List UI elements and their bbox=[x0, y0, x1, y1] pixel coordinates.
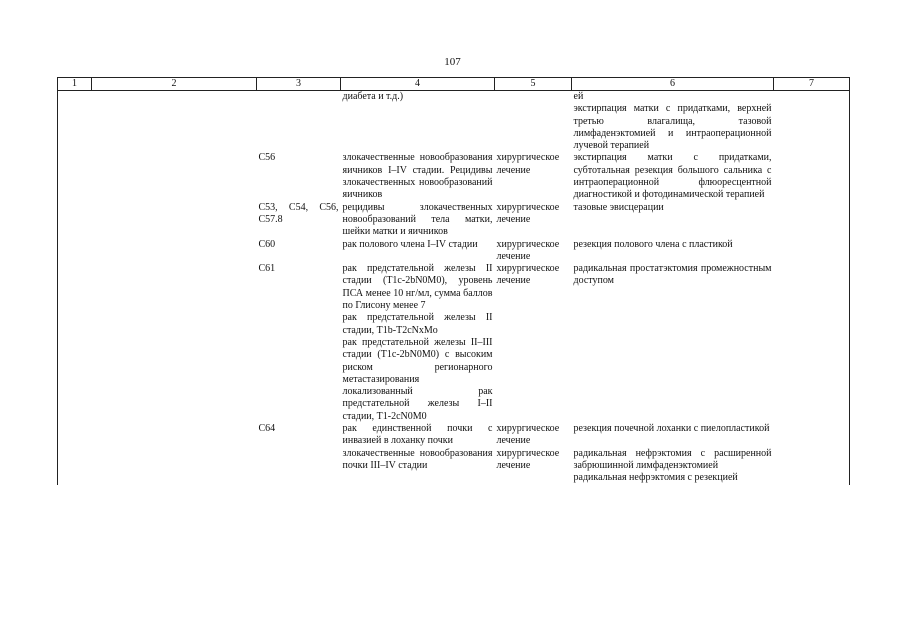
condition-cell bbox=[341, 152, 495, 201]
condition-text: рак единственной почки с инвазией в лоханку почки bbox=[342, 423, 493, 447]
medical-procedures-table bbox=[57, 77, 850, 485]
col1-cell bbox=[58, 239, 92, 264]
table-row bbox=[58, 423, 850, 448]
condition-cell bbox=[341, 448, 495, 485]
condition-text: рецидивы злокачественных новообразований тела матки, шейки матки и яичников bbox=[342, 201, 493, 238]
col2-cell bbox=[92, 448, 257, 485]
table-row bbox=[58, 152, 850, 201]
method-cell bbox=[572, 263, 774, 423]
method-text: радикальная простатэктомия промежностным доступом bbox=[573, 263, 772, 287]
col2-cell bbox=[92, 152, 257, 201]
treatment-type-cell: хирургическое лечение bbox=[496, 263, 560, 287]
col7-cell bbox=[774, 239, 850, 264]
condition-text: локализованный рак предстательной железы I–II стадии, T1-2cN0M0 bbox=[342, 386, 493, 422]
col1-cell bbox=[58, 448, 92, 485]
method-text: экстирпация матки с придатками, верхней третью влагалища, тазовой лимфаденэктомией и интраоперационной лучевой терапией bbox=[573, 103, 772, 152]
method-cell bbox=[572, 423, 774, 448]
method-text: резекция полового члена с пластикой bbox=[573, 238, 733, 250]
column-number-4: 4 bbox=[341, 78, 495, 91]
method-cell bbox=[572, 202, 774, 239]
condition-text: злокачественные новообразования почки III–IV стадии bbox=[342, 447, 493, 471]
method-text: радикальная нефрэктомия с расширенной забрюшинной лимфаденэктомией bbox=[573, 447, 772, 471]
icd-code-cell bbox=[257, 448, 341, 485]
table-row bbox=[58, 202, 850, 239]
col2-cell bbox=[92, 91, 257, 153]
table-row bbox=[58, 263, 850, 423]
col7-cell bbox=[774, 448, 850, 485]
col2-cell bbox=[92, 202, 257, 239]
condition-text: рак предстательной железы II стадии, T1b-T2cNxMo bbox=[342, 312, 493, 336]
treatment-type-cell: хирургическое лечение bbox=[496, 238, 560, 262]
method-text: радикальная нефрэктомия с резекцией bbox=[573, 472, 738, 484]
condition-text: рак предстательной железы II стадии (T1c-2bN0M0), уровень ПСА менее 10 нг/мл, сумма баллов по Глисону менее 7 bbox=[342, 263, 493, 312]
table-body bbox=[58, 91, 850, 485]
col7-cell bbox=[774, 202, 850, 239]
col2-cell bbox=[92, 423, 257, 448]
treatment-type-cell: хирургическое лечение bbox=[496, 447, 560, 471]
method-text: тазовые эвисцерации bbox=[573, 201, 664, 213]
col2-cell bbox=[92, 263, 257, 423]
condition-cell bbox=[341, 91, 495, 153]
method-text: экстирпация матки с придатками, субтотальная резекция большого сальника с интраоперационной флюоресцентной диагностикой и фотодинамической терапией bbox=[573, 152, 772, 201]
column-number-row bbox=[58, 78, 850, 91]
column-number-6: 6 bbox=[572, 78, 774, 91]
condition-text: рак полового члена I–IV стадии bbox=[342, 238, 478, 250]
column-number-5: 5 bbox=[495, 78, 572, 91]
icd-code-cell: C64 bbox=[258, 423, 276, 435]
treatment-type-cell: хирургическое лечение bbox=[496, 201, 560, 225]
col7-cell bbox=[774, 263, 850, 423]
condition-text: диабета и т.д.) bbox=[342, 91, 404, 102]
col1-cell bbox=[58, 423, 92, 448]
icd-code-cell: C61 bbox=[258, 263, 276, 275]
column-number-7: 7 bbox=[774, 78, 850, 91]
col1-cell bbox=[58, 263, 92, 423]
icd-code-cell: C56 bbox=[258, 152, 276, 164]
col1-cell bbox=[58, 91, 92, 153]
column-number-2: 2 bbox=[92, 78, 257, 91]
method-cell bbox=[572, 239, 774, 264]
treatment-type-cell: хирургическое лечение bbox=[496, 152, 560, 176]
icd-code-cell: C53, C54, C56, C57.8 bbox=[258, 201, 339, 225]
column-number-1: 1 bbox=[58, 78, 92, 91]
treatment-type-cell bbox=[495, 91, 572, 153]
condition-cell bbox=[341, 423, 495, 448]
method-cell bbox=[572, 91, 774, 153]
condition-text: рак предстательной железы II–III стадии (T1c-2bN0M0) с высоким риском регионарного метастазирования bbox=[342, 336, 493, 385]
col1-cell bbox=[58, 152, 92, 201]
column-number-3: 3 bbox=[257, 78, 341, 91]
treatment-type-cell: хирургическое лечение bbox=[496, 423, 560, 447]
col7-cell bbox=[774, 91, 850, 153]
icd-code-cell: C60 bbox=[258, 238, 276, 250]
method-cell bbox=[572, 152, 774, 201]
page-number: 107 bbox=[444, 56, 461, 68]
icd-code-cell bbox=[257, 91, 341, 153]
condition-cell bbox=[341, 263, 495, 423]
method-cell bbox=[572, 448, 774, 485]
table-row bbox=[58, 91, 850, 153]
condition-cell bbox=[341, 239, 495, 264]
table-row bbox=[58, 239, 850, 264]
table-row bbox=[58, 448, 850, 485]
col1-cell bbox=[58, 202, 92, 239]
condition-text: злокачественные новообразования яичников I–IV стадии. Рецидивы злокачественных новообразований яичников bbox=[342, 152, 493, 201]
col7-cell bbox=[774, 152, 850, 201]
condition-cell bbox=[341, 202, 495, 239]
method-text: ей bbox=[573, 91, 584, 102]
method-text: резекция почечной лоханки с пиелопластикой bbox=[573, 423, 770, 435]
col2-cell bbox=[92, 239, 257, 264]
col7-cell bbox=[774, 423, 850, 448]
